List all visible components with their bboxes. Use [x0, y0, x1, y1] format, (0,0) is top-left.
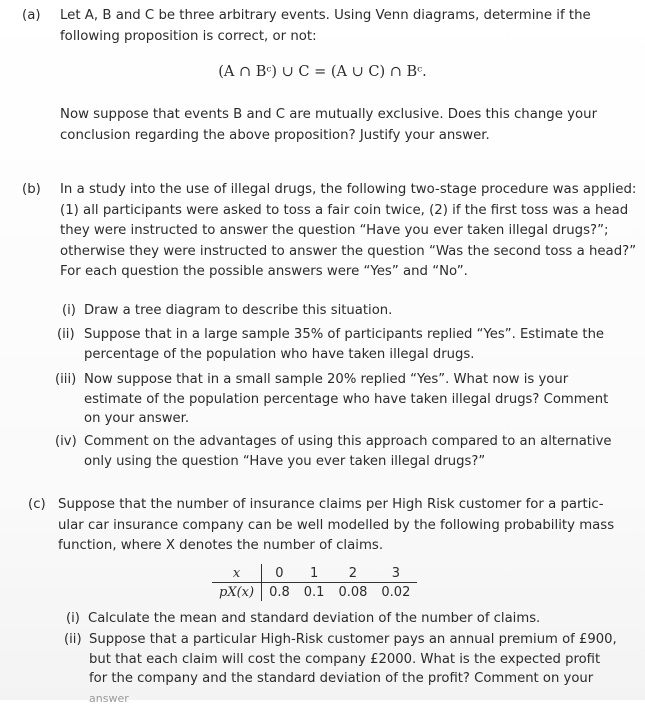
pmf-p-cell: 0.8	[262, 583, 297, 602]
part-b-line-1: In a study into the use of illegal drugs, the following two-stage procedure was applied:	[60, 180, 636, 201]
part-b-item-ii-line-2: percentage of the population who have taken illegal drugs.	[84, 345, 604, 365]
pmf-table-wrapper	[212, 564, 417, 601]
part-a-line-1: Let A, B and C be three arbitrary events. Using Venn diagrams, determine if the	[60, 6, 591, 27]
part-a-line-2: following proposition is correct, or not:	[60, 27, 591, 48]
part-c-item-ii-line-4: answer	[89, 689, 617, 708]
part-a-followup	[60, 105, 640, 146]
part-b-item-iii-line-3: on your answer.	[84, 409, 608, 429]
part-c-label: (c)	[28, 495, 46, 516]
part-c-item-ii-line-2: but that each claim will cost the company £2000. What is the expected profit	[89, 650, 617, 670]
pmf-x-cell: 1	[297, 564, 332, 583]
pmf-x-row	[212, 564, 417, 583]
part-b-item-i-label: (i)	[62, 301, 76, 321]
part-c-item-ii-line-3: for the company and the standard deviation of the profit? Comment on your	[89, 669, 617, 689]
part-b-line-2: (1) all participants were asked to toss a fair coin twice, (2) if the first toss was a head	[60, 201, 636, 222]
part-b-item-iii-label: (iii)	[55, 370, 76, 390]
part-b-item-i-line-1: Draw a tree diagram to describe this situation.	[84, 301, 392, 321]
part-c-item-ii-label: (ii)	[64, 630, 82, 650]
part-b-item-iv-line-2: only using the question “Have you ever taken illegal drugs?”	[84, 452, 612, 472]
pmf-p-row	[212, 583, 417, 602]
part-c-line-1: Suppose that the number of insurance claims per High Risk customer for a partic-	[58, 495, 614, 516]
part-c-item-i-label: (i)	[66, 609, 80, 629]
part-b-line-4: otherwise they were instructed to answer the question “Was the second toss a head?”	[60, 242, 636, 263]
part-a-label: (a)	[22, 6, 41, 27]
pmf-x-header: x	[212, 564, 262, 583]
part-b-item-iii-line-2: estimate of the population percentage who have taken illegal drugs? Comment	[84, 390, 608, 410]
pmf-table	[212, 564, 417, 601]
pmf-p-cell: 0.08	[331, 583, 374, 602]
part-b-item-iv-label: (iv)	[55, 432, 77, 452]
part-c-line-3: function, where X denotes the number of claims.	[58, 536, 614, 557]
part-b-label: (b)	[22, 180, 41, 201]
pmf-x-cell: 0	[262, 564, 297, 583]
part-c-item-i-line-1: Calculate the mean and standard deviation of the number of claims.	[88, 609, 540, 629]
pmf-x-cell: 2	[331, 564, 374, 583]
part-b-line-3: they were instructed to answer the question “Have you ever taken illegal drugs?”;	[60, 221, 636, 242]
pmf-x-cell: 3	[374, 564, 417, 583]
part-b-item-ii-label: (ii)	[57, 325, 75, 345]
pmf-p-cell: 0.02	[374, 583, 417, 602]
part-a-followup-line-2: conclusion regarding the above proposition? Justify your answer.	[60, 126, 640, 147]
part-b-item-ii-line-1: Suppose that in a large sample 35% of participants replied “Yes”. Estimate the	[84, 325, 604, 345]
part-c-line-2: ular car insurance company can be well modelled by the following probability mass	[58, 516, 614, 537]
part-b-item-iv-line-1: Comment on the advantages of using this approach compared to an alternative	[84, 432, 612, 452]
part-b-line-5: For each question the possible answers were “Yes” and “No”.	[60, 262, 636, 283]
pmf-p-header: pX(x)	[212, 583, 262, 602]
pmf-p-cell: 0.1	[297, 583, 332, 602]
set-formula: (A ∩ Bᶜ) ∪ C = (A ∪ C) ∩ Bᶜ.	[0, 64, 645, 80]
part-a-followup-line-1: Now suppose that events B and C are mutually exclusive. Does this change your	[60, 105, 640, 126]
part-b-item-iii-line-1: Now suppose that in a small sample 20% replied “Yes”. What now is your	[84, 370, 608, 390]
part-c-item-ii-line-1: Suppose that a particular High-Risk customer pays an annual premium of £900,	[89, 630, 617, 650]
